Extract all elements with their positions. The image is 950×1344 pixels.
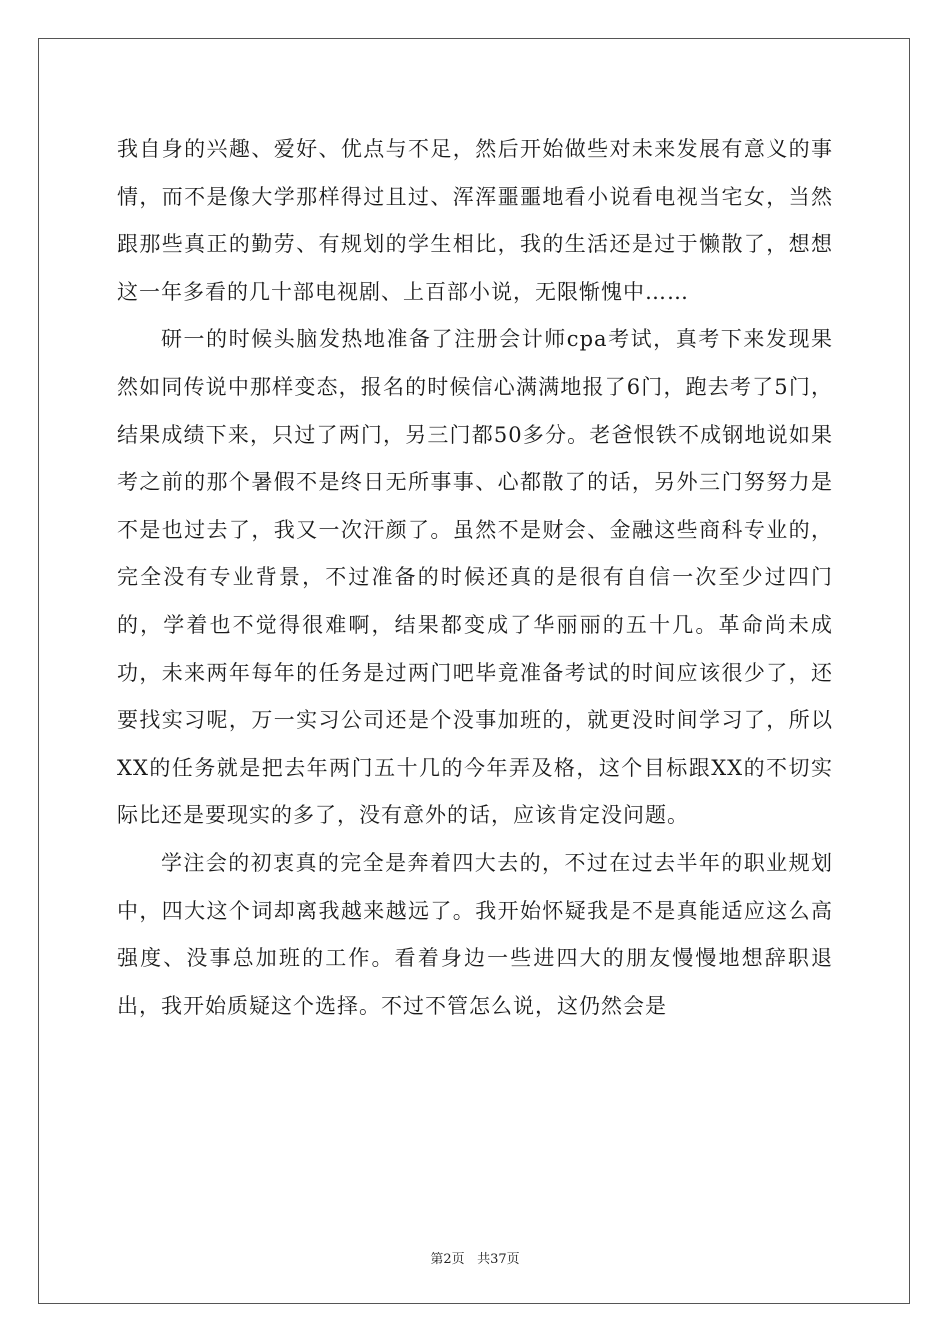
paragraph-3: 学注会的初衷真的完全是奔着四大去的，不过在过去半年的职业规划中，四大这个词却离我越来越远了。我开始怀疑我是不是真能适应这么高强度、没事总加班的工作。看着身边一些进四大的朋友慢慢地想辞职退出，我开始质疑这个选择。不过不管怎么说，这仍然会是 [117, 850, 833, 1018]
page-number: 第2页 [430, 1252, 465, 1267]
page-total: 共37页 [477, 1252, 520, 1267]
page-footer [0, 1248, 950, 1267]
paragraph-1: 我自身的兴趣、爱好、优点与不足，然后开始做些对未来发展有意义的事情，而不是像大学那样得过且过、浑浑噩噩地看小说看电视当宅女，当然跟那些真正的勤劳、有规划的学生相比，我的生活还是过于懒散了，想想这一年多看的几十部电视剧、上百部小说，无限惭愧中…… [117, 137, 833, 304]
paragraph-2: 研一的时候头脑发热地准备了注册会计师cpa考试，真考下来发现果然如同传说中那样变态，报名的时候信心满满地报了6门，跑去考了5门，结果成绩下来，只过了两门，另三门都50多分。老爸恨铁不成钢地说如果考之前的那个暑假不是终日无所事事、心都散了的话，另外三门努努力是不是也过去了，我又一次汗颜了。虽然不是财会、金融这些商科专业的，完全没有专业背景，不过准备的时候还真的是很有自信一次至少过四门的，学着也不觉得很难啊，结果都变成了华丽丽的五十几。革命尚未成功，未来两年每年的任务是过两门吧毕竟准备考试的时间应该很少了，还要找实习呢，万一实习公司还是个没事加班的，就更没时间学习了，所以XX的任务就是把去年两门五十几的今年弄及格，这个目标跟XX的不切实际比还是要现实的多了，没有意外的话，应该肯定没问题。 [117, 327, 833, 828]
document-body [117, 126, 833, 1030]
